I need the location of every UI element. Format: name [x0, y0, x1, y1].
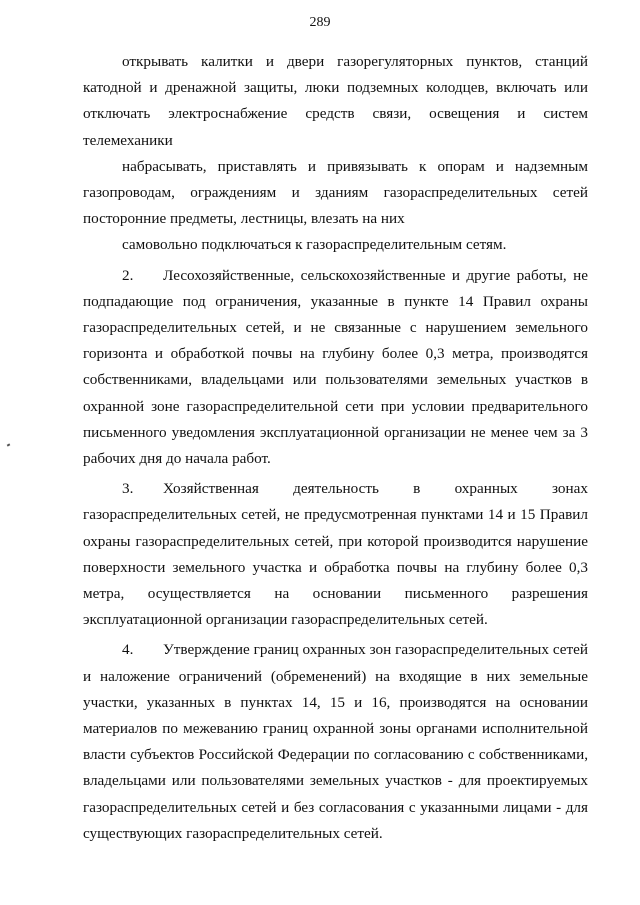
- paragraph-text: открывать калитки и двери газорегуляторных пунктов, станций катодной и дренажной защиты, люки подземных колодцев, включать или отключать электроснабжение средств связи, освещения и систем телемеханики: [83, 53, 588, 149]
- paragraph-text: Хозяйственная деятельность в охранных зонах газораспределительных сетей, не предусмотренная пунктами 14 и 15 Правил охраны газораспределительных сетей, при которой производится нарушение поверхности земельного участка и обработка почвы на глубину более 0,3 метра, осуществляется на основании письменного разрешения эксплуатационной организации газораспределительных сетей.: [83, 480, 588, 629]
- paragraph-text: Утверждение границ охранных зон газораспределительных сетей и наложение ограничений (обременений) на входящие в них земельные участки, указанных в пунктах 14, 15 и 16, производятся на основании материалов по межеванию границ охранной зоны органами исполнительной власти субъектов Российской Федерации по согласованию с собственниками, владельцами или пользователями земельных участков - для проектируемых газораспределительных сетей и без согласования с указанными лицами - для существующих газораспределительных сетей.: [83, 641, 588, 842]
- paragraph-open-gates: [83, 49, 588, 154]
- document-body: [83, 49, 588, 847]
- paragraph-number: 2.: [122, 266, 134, 284]
- scan-speck: [7, 443, 11, 446]
- paragraph-item-4: [83, 637, 588, 847]
- paragraph-number: 3.: [122, 480, 134, 498]
- paragraph-number: 4.: [122, 641, 134, 659]
- paragraph-text: самовольно подключаться к газораспределительным сетям.: [122, 236, 507, 254]
- paragraph-text: набрасывать, приставлять и привязывать к опорам и надземным газопроводам, ограждениям и зданиям газораспределительных сетей посторонние предметы, лестницы, влезать на них: [83, 157, 588, 228]
- paragraph-item-2: [83, 263, 588, 473]
- paragraph-item-3: [83, 476, 588, 633]
- paragraph-text: Лесохозяйственные, сельскохозяйственные и другие работы, не подпадающие под ограничения, указанные в пункте 14 Правил охраны газораспределительных сетей, и не связанные с нарушением земельного горизонта и обработкой почвы на глубину более 0,3 метра, производятся собственниками, владельцами или пользователями земельных участков в охранной зоне газораспределительной сети при условии предварительного письменного уведомления эксплуатационной организации не менее чем за 3 рабочих дня до начала работ.: [83, 266, 588, 468]
- paragraph-attach-objects: [83, 154, 588, 233]
- page-number: 289: [309, 15, 331, 30]
- paragraph-unauthorized-connection: [83, 232, 588, 258]
